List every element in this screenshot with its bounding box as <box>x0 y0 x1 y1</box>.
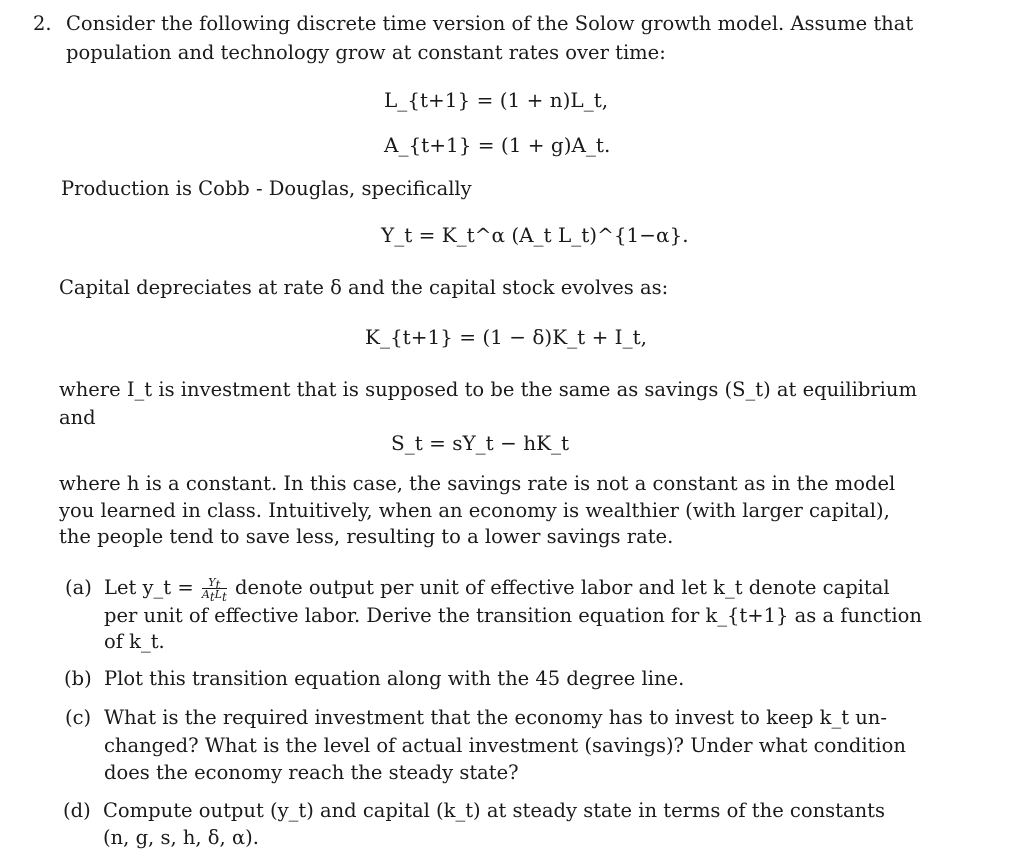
h-text-line-2: you learned in class. Intuitively, when an economy is wealthier (with larger capital), <box>59 499 890 522</box>
h-text-line-3: the people tend to save less, resulting to a lower savings rate. <box>59 525 674 548</box>
equation-production: Y_t = K_t^α (A_t L_t)^{1−α}. <box>381 223 689 247</box>
equation-tech-growth: A_{t+1} = (1 + g)A_t. <box>384 133 611 157</box>
h-text-line-1: where h is a constant. In this case, the savings rate is not a constant as in the model <box>59 472 896 495</box>
part-d-line-2: (n, g, s, h, δ, α). <box>103 826 259 849</box>
part-d-line-1: Compute output (y_t) and capital (k_t) at steady state in terms of the constants <box>103 799 886 822</box>
capital-text: Capital depreciates at rate δ and the capital stock evolves as: <box>59 276 669 299</box>
investment-text-line-1: where I_t is investment that is supposed to be the same as savings (S_t) at equilibrium <box>59 378 917 401</box>
part-b-line-1: Plot this transition equation along with the 45 degree line. <box>104 667 685 690</box>
equation-savings: S_t = sY_t − hK_t <box>391 431 570 455</box>
part-c-line-2: changed? What is the level of actual investment (savings)? Under what condition <box>104 734 906 757</box>
part-c-line-3: does the economy reach the steady state? <box>104 761 519 784</box>
intro-line-2: population and technology grow at constant rates over time: <box>66 41 666 64</box>
fraction-numerator: $Y_t$ <box>202 577 227 589</box>
fraction-y-over-al <box>201 576 227 605</box>
part-a-line-1-post: denote output per unit of effective labor and let k_t denote capital <box>235 576 890 599</box>
part-a-line-3: of k_t. <box>104 630 165 653</box>
part-a-label: (a) <box>65 576 92 599</box>
fraction-denominator: $A_tL_t$ <box>201 588 227 605</box>
part-d-label: (d) <box>63 799 91 822</box>
production-text: Production is Cobb - Douglas, specifically <box>61 177 472 200</box>
part-c-label: (c) <box>65 706 92 729</box>
investment-text-line-2: and <box>59 406 96 429</box>
equation-capital: K_{t+1} = (1 − δ)K_t + I_t, <box>365 325 647 349</box>
part-b-label: (b) <box>64 667 92 690</box>
problem-number: 2. <box>33 12 52 35</box>
equation-labor-growth: L_{t+1} = (1 + n)L_t, <box>384 88 609 112</box>
part-a-line-2: per unit of effective labor. Derive the transition equation for k_{t+1} as a function <box>104 604 922 627</box>
intro-line-1: Consider the following discrete time version of the Solow growth model. Assume that <box>66 12 914 35</box>
part-c-line-1: What is the required investment that the economy has to invest to keep k_t un- <box>104 706 887 729</box>
part-a-line-1-pre: Let y_t = <box>104 576 194 599</box>
part-a-line-1 <box>104 574 890 605</box>
